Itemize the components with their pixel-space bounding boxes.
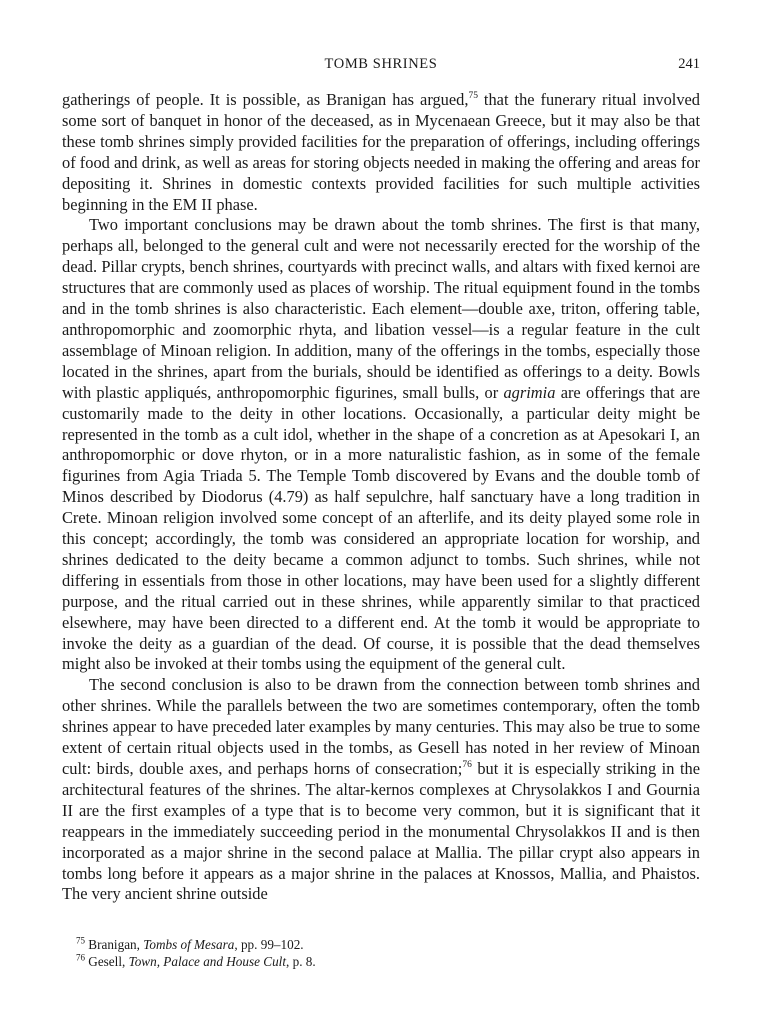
footnote-title: Tombs of Mesara: [143, 937, 235, 952]
paragraph-3-text: The second conclusion is also to be drawn from the connection between tomb shrines and other shrines. While the parallels between the two are sometimes contemporary, often the tomb shrines appear to have preceded later examples by many centuries. This may also be true to some extent of certain ritual objects used in the tombs, as Gesell has noted in her review of Minoan cult: birds, double axes, and perhaps horns of consecration;: [62, 675, 700, 778]
paragraph-3: [62, 675, 700, 905]
paragraph-3-text-continued: but it is especially striking in the architectural features of the shrines. The altar-kernos complexes at Chrysolakkos I and Gournia II are the first examples of a type that is to become very common, but it is significant that it reappears in the immediately succeeding period in the monumental Chrysolakkos II and is then incorporated as a major shrine in the second palace at Mallia. The pillar crypt also appears in tombs long before it appears as a major shrine in the palaces at Knossos, Mallia, and Phaistos. The very ancient shrine outside: [62, 759, 701, 904]
footnote-75: [76, 936, 696, 953]
footnote-mark: 76: [76, 952, 85, 963]
footnote-76: [76, 953, 696, 970]
paragraph-2: [62, 215, 700, 675]
body-text: [62, 90, 700, 905]
paragraph-1-text-continued: that the funerary ritual involved some sort of banquet in honor of the deceased, as in Mycenaean Greece, but it may also be that these tomb shrines simply provided facilities for the preparation of offerings, including offerings of food and drink, as well as areas for storing objects needed in making the offering and areas for depositing it. Shrines in domestic contexts provided facilities for such multiple activities beginning in the EM II phase.: [62, 90, 700, 214]
footnote-author: Branigan,: [88, 937, 144, 952]
footnote-ref-76: 76: [462, 759, 472, 770]
page-header: [62, 56, 700, 74]
footnote-mark: 75: [76, 935, 85, 946]
footnotes: [76, 936, 696, 970]
paragraph-1: [62, 90, 700, 215]
footnote-pages: , pp. 99–102.: [234, 937, 304, 952]
page-number: 241: [678, 56, 700, 72]
paragraph-2-italic-term: agrimia: [503, 382, 556, 402]
footnote-ref-75: 75: [468, 90, 478, 101]
running-head: TOMB SHRINES: [324, 56, 438, 72]
paragraph-2-text: Two important conclusions may be drawn about the tomb shrines. The first is that many, perhaps all, belonged to the general cult and were not necessarily erected for the worship of the dead. Pillar crypts, bench shrines, courtyards with precinct walls, and altars with fixed kernoi are structures that are commonly used as places of worship. The ritual equipment found in the tombs and in the tomb shrines is also characteristic. Each element—double axe, triton, offering table, anthropomorphic and zoomorphic rhyta, and libation vessel—is a regular feature in the cult assemblage of Minoan religion. In addition, many of the offerings in the tombs, especially those located in the shrines, apart from the burials, should be identified as offerings to a deity. Bowls with plastic appliqués, anthropomorphic figurines, small bulls, or: [62, 215, 700, 402]
footnote-pages: , p. 8.: [286, 954, 316, 969]
footnote-title: Town, Palace and House Cult: [128, 954, 286, 969]
paragraph-2-text-continued: are offerings that are customarily made to the deity in other locations. Occasionally, a particular deity might be represented in the tomb as a cult idol, whether in the shape of a concretion as at Apesokari I, an anthropomorphic or dove rhyton, or in a more naturalistic fashion, as in some of the female figurines from Agia Triada 5. The Temple Tomb discovered by Evans and the double tomb of Minos described by Diodorus (4.79) as half sepulchre, half sanctuary have a long tradition in Crete. Minoan religion involved some concept of an afterlife, and its deity played some role in this concept; accordingly, the tomb was considered an appropriate location for worship, and shrines dedicated to the deity became a common adjunct to tombs. Such shrines, while not differing in essentials from those in other locations, may have been used for a slightly different purpose, and the ritual carried out in these shrines, while apparently similar to that practiced elsewhere, may have been directed to a different end. At the tomb it would be appropriate to invoke the deity as a guardian of the dead. Of course, it is possible that the dead themselves might also be invoked at their tombs using the equipment of the general cult.: [62, 382, 700, 674]
paragraph-1-text: gatherings of people. It is possible, as Branigan has argued,: [62, 90, 469, 109]
footnote-author: Gesell,: [88, 954, 129, 969]
